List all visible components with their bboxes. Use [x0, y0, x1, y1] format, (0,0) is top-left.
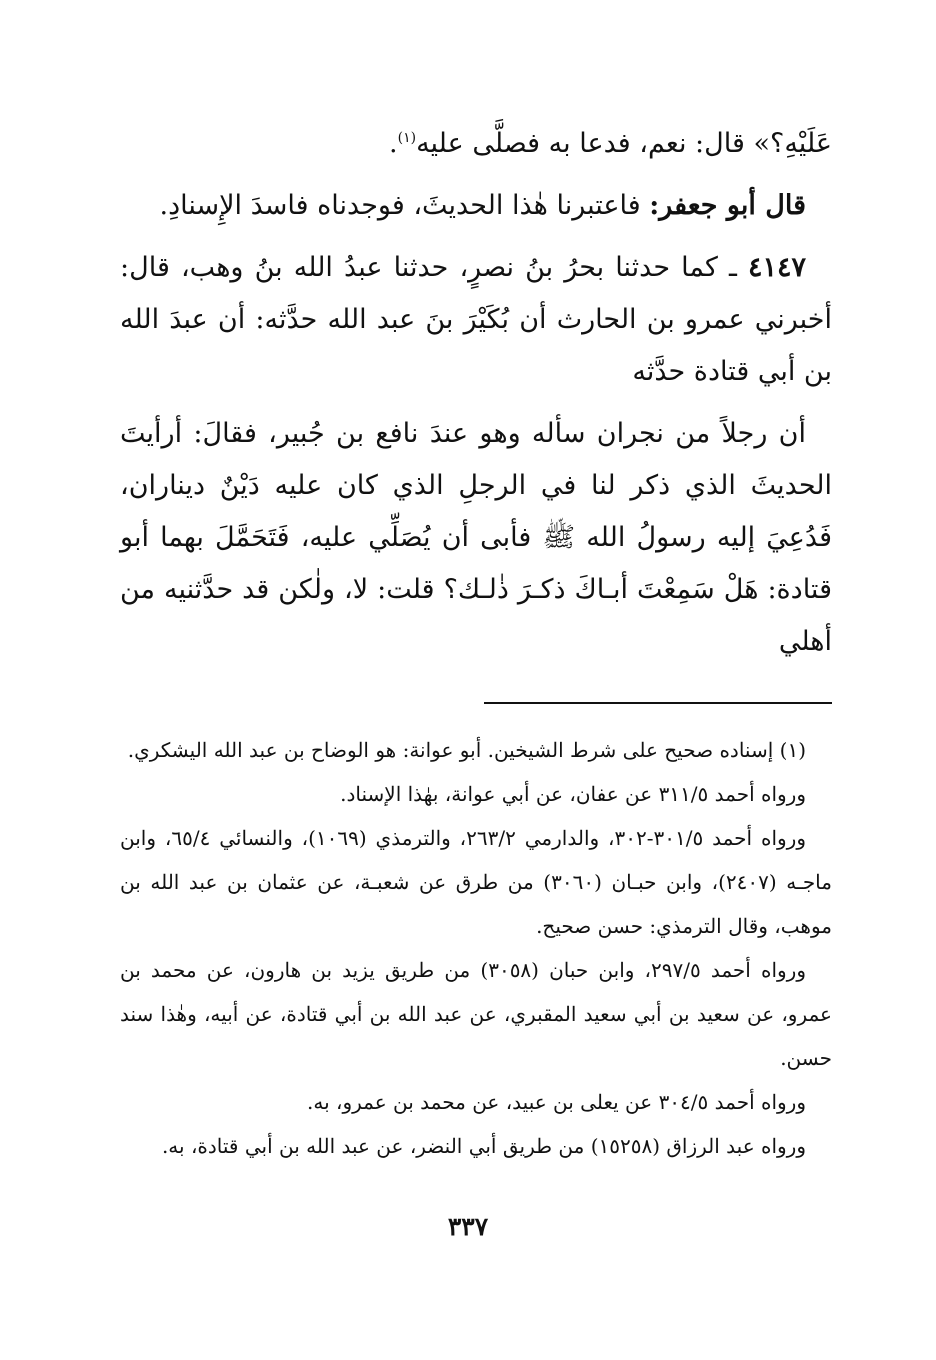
- footnote-6: ورواه عبد الرزاق (١٥٢٥٨) من طريق أبي النضر، عن عبد الله بن أبي قتادة، به.: [161, 1134, 806, 1158]
- page-number: ٣٣٧: [447, 1212, 489, 1241]
- paragraph-2-label: قال أبو جعفر:: [649, 190, 806, 221]
- page-content: [120, 118, 832, 1168]
- paragraph-2: [120, 180, 832, 232]
- paragraph-1-text: عَلَيْهِ؟» قال: نعم، فدعا به فصلَّى عليه: [416, 128, 832, 159]
- hadith-body: أن رجلاً من نجران سأله وهو عندَ نافع بن جُبير، فقالَ: أرأيتَ الحديثَ الذي ذكر لنا في الرجلِ الذي كان عليه دَيْنٌ ديناران، فَدُعِيَ إليه رسولُ الله ﷺ فأبى أن يُصَلِّي عليه، فَتَحَمَّلَ بهما أبو قتادة: هَلْ سَمِعْتَ أبـاكَ ذكـرَ ذٰلـك؟ قلت: لا، ولٰكن قد حدَّثنيه من أهلي: [120, 418, 832, 657]
- main-text: [120, 118, 832, 668]
- footnote-5: ورواه أحمد ٣٠٤/٥ عن يعلى بن عبيد، عن محمد بن عمرو، به.: [307, 1090, 806, 1114]
- footnote-marker: (١): [397, 130, 417, 146]
- paragraph-1: [120, 118, 832, 170]
- footnotes: [120, 728, 832, 1168]
- hadith-entry: [120, 242, 832, 398]
- hadith-number: ٤١٤٧: [747, 252, 806, 283]
- paragraph-1-end: .: [389, 128, 398, 159]
- footnote-separator: [484, 702, 832, 704]
- footnote-3: ورواه أحمد ٣٠١/٥-٣٠٢، والدارمي ٢٦٣/٢، والترمذي (١٠٦٩)، والنسائي ٦٥/٤، وابن ماجـه (٢٤٠٧)، وابن حبـان (٣٠٦٠) من طرق عن شعبـة، عن عثمان بن عبد الله بن موهب، وقال الترمذي: حسن صحيح.: [120, 826, 832, 938]
- hadith-chain: ـ كما حدثنا بحرُ بنُ نصرٍ، حدثنا عبدُ الله بنُ وهب، قال: أخبرني عمرو بن الحارث أن بُكَيْرَ بنَ عبد الله حدَّثه: أن عبدَ الله بن أبي قتادة حدَّثه: [120, 252, 832, 387]
- footnote-1: (١) إسناده صحيح على شرط الشيخين. أبو عوانة: هو الوضاح بن عبد الله اليشكري.: [127, 738, 806, 762]
- footnote-2: ورواه أحمد ٣١١/٥ عن عفان، عن أبي عوانة، بهٰذا الإسناد.: [340, 782, 806, 806]
- paragraph-2-text: فاعتبرنا هٰذا الحديثَ، فوجدناه فاسدَ الإِسنادِ.: [159, 190, 650, 221]
- footnote-4: ورواه أحمد ٢٩٧/٥، وابن حبان (٣٠٥٨) من طريق يزيد بن هارون، عن محمد بن عمرو، عن سعيد بن أبي سعيد المقبري، عن عبد الله بن أبي قتادة، عن أبيه، وهٰذا سند حسن.: [120, 958, 832, 1070]
